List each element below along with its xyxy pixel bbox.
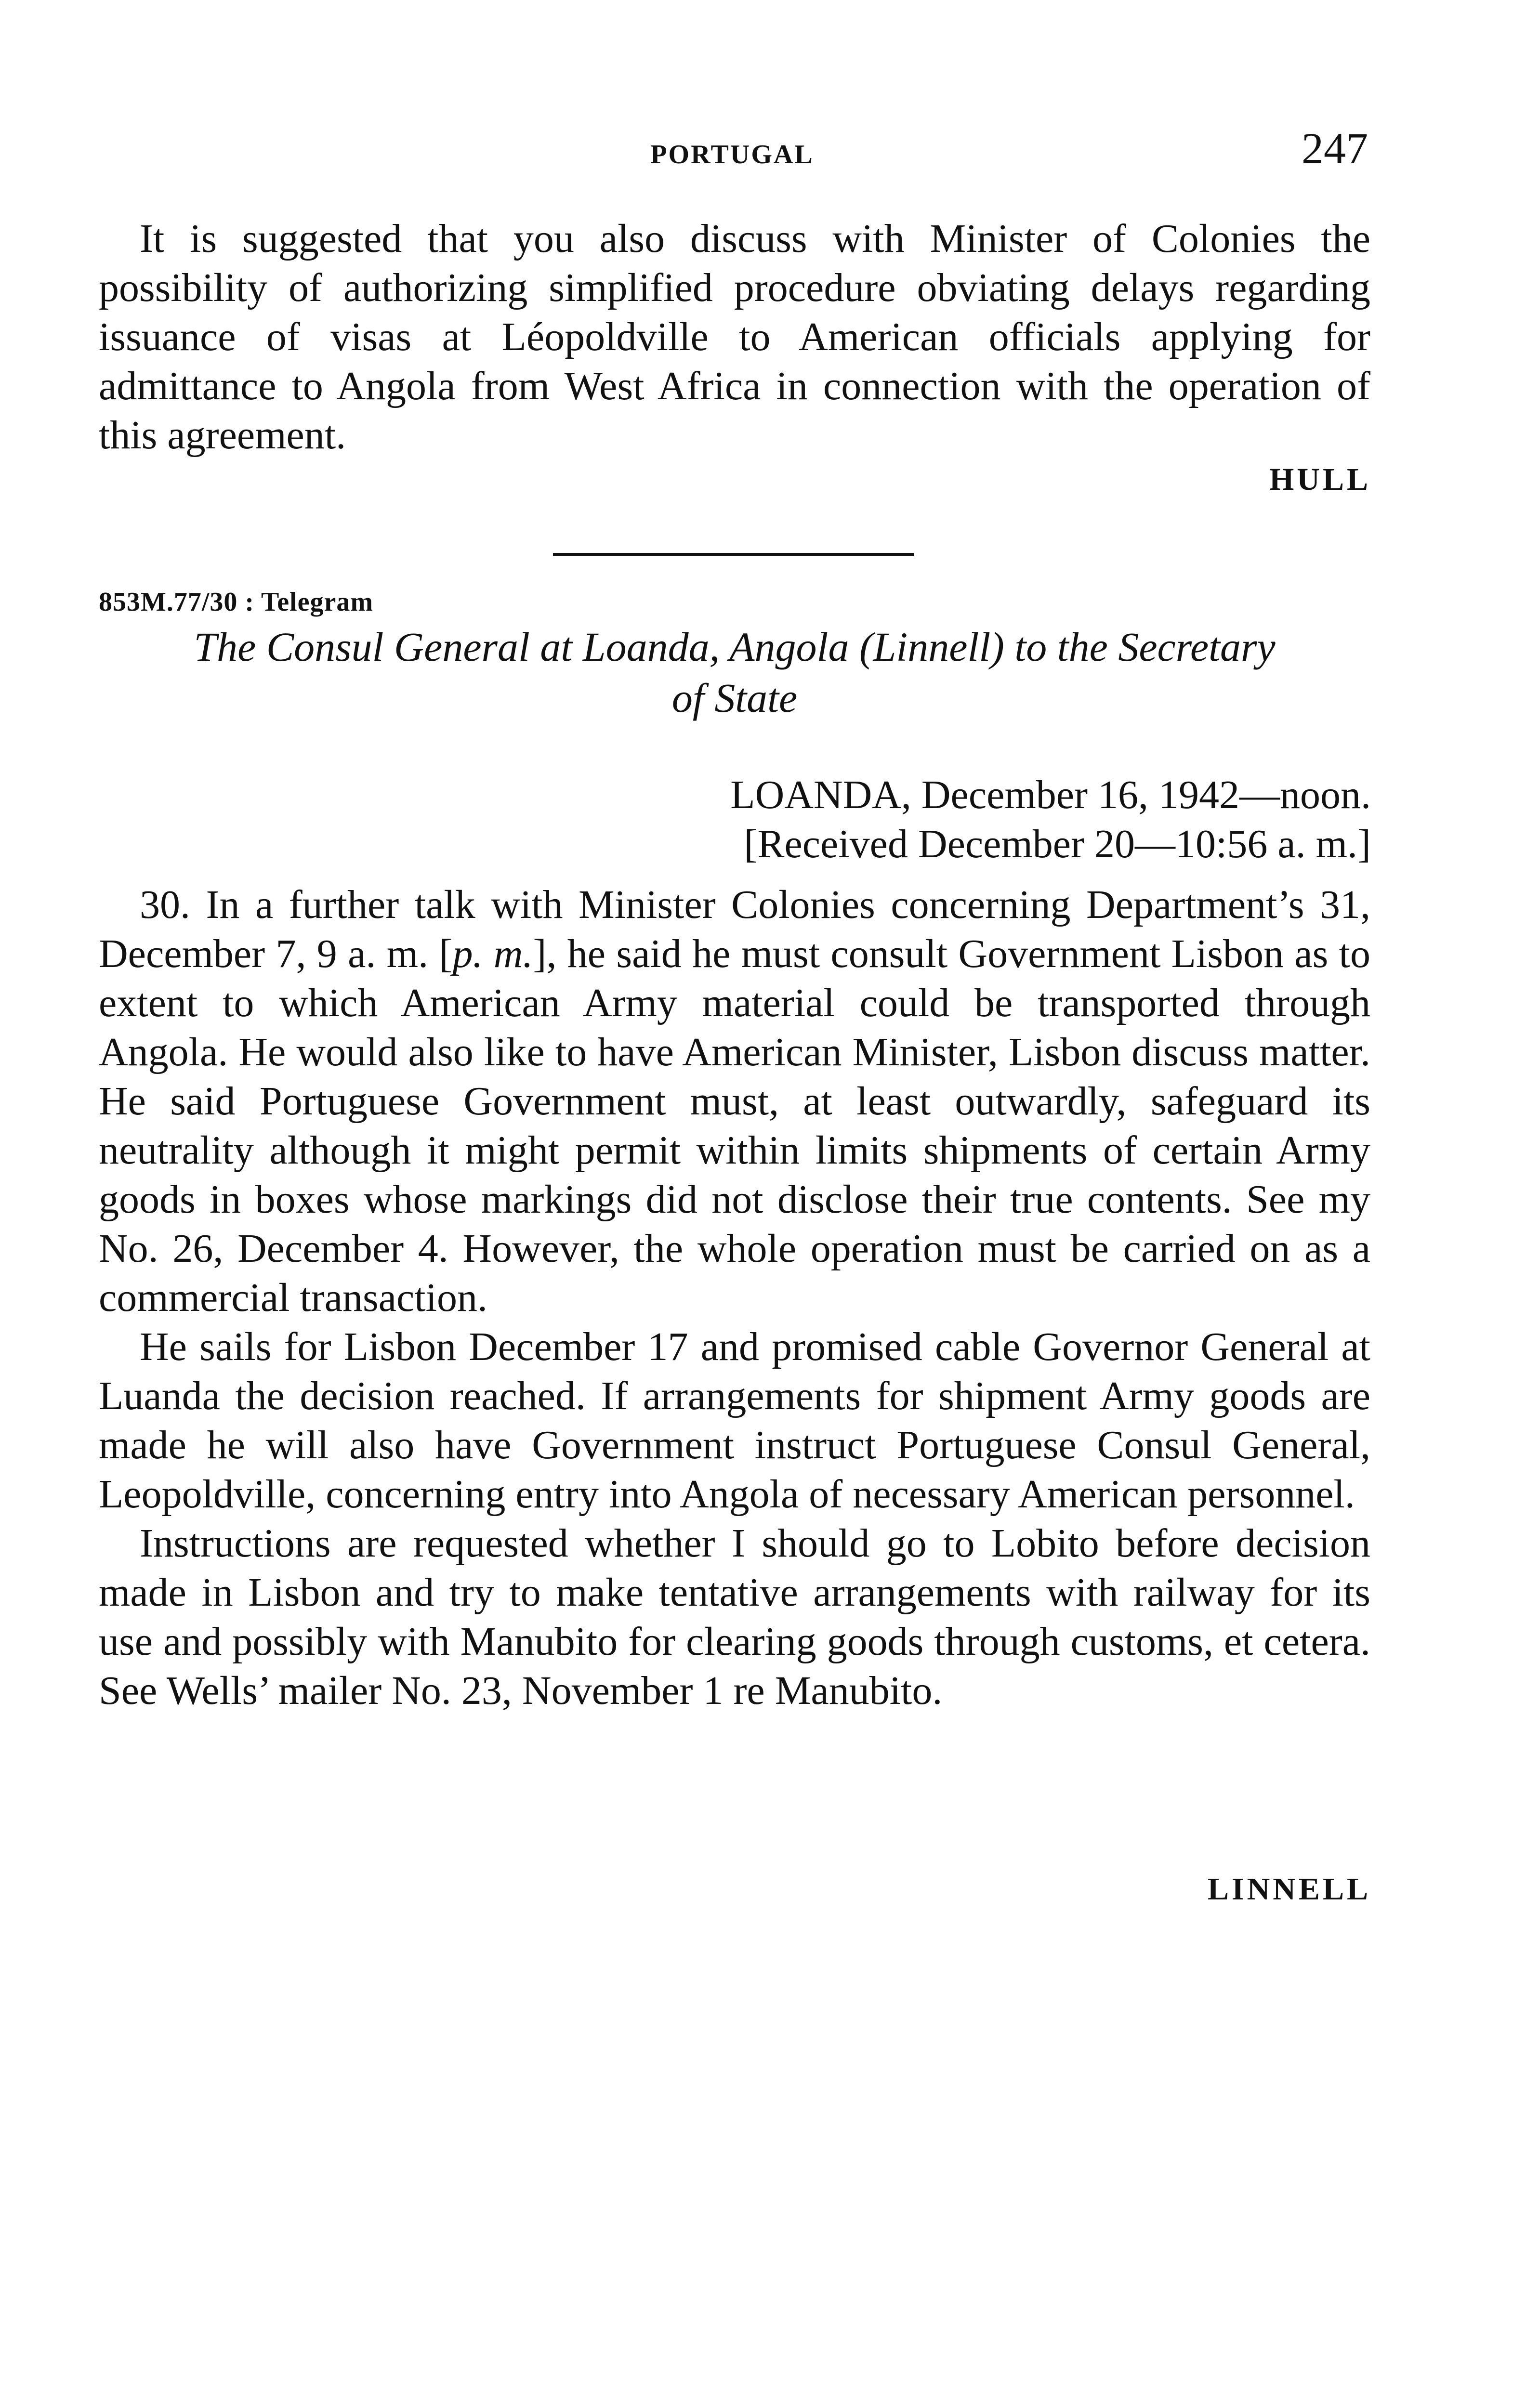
dateline-place: LOANDA,	[730, 772, 911, 817]
document-title-line2: of State	[671, 675, 798, 721]
dateline	[730, 771, 1371, 869]
telegram-paragraph-3: Instructions are requested whether I should go to Lobito before decision made in Lisbon and try to make tentative arrangements with railway for its use and possibly with Manubito for clearing goods through customs, et cetera. See Wells’ mailer No. 23, November 1 re Manubito.	[99, 1521, 1370, 1713]
telegram-body	[99, 880, 1370, 1715]
signature-linnell: LINNELL	[1207, 1871, 1371, 1907]
section-divider	[553, 553, 914, 556]
dateline-date: December 16, 1942—noon.	[921, 772, 1371, 817]
para1-before: 30. In a further talk with Minister Colonies concerning Department’s 31, December 7, 9 a. m. [	[99, 882, 1370, 976]
telegram-paragraph-2: He sails for Lisbon December 17 and promised cable Governor General at Luanda the decision reached. If arrangements for shipment Army goods are made he will also have Government instruct Portuguese Consul General, Leopoldville, concerning entry into Angola of necessary American personnel.	[99, 1324, 1370, 1517]
para1-after: ], he said he must consult Government Lisbon as to extent to which American Army material could be transported through Angola. He would also like to have American Minister, Lisbon discuss matter. He said Portuguese Government must, at least outwardly, safeguard its neutrality although it might permit within limits shipments of certain Army goods in boxes whose markings did not disclose their true contents. See my No. 26, December 4. However, the whole operation must be carried on as a commercial transaction.	[99, 931, 1370, 1320]
file-reference: 853M.77/30 : Telegram	[99, 587, 374, 617]
page-number: 247	[1302, 124, 1368, 173]
para1-italic: p. m.	[452, 931, 533, 976]
running-head: PORTUGAL	[650, 140, 814, 170]
telegram-paragraph-1	[99, 880, 1370, 1322]
signature-hull: HULL	[1269, 462, 1371, 497]
document-title	[99, 621, 1370, 723]
dateline-sent	[730, 771, 1371, 820]
continuation-paragraph: It is suggested that you also discuss with Minister of Colonies the possibility of authorizing simplified procedure obviating delays regarding issuance of visas at Léopoldville to American officials applying for admittance to Angola from West Africa in connection with the operation of this agreement.	[99, 216, 1370, 458]
page-header	[96, 123, 1368, 176]
dateline-received: [Received December 20—10:56 a. m.]	[744, 822, 1371, 866]
document-title-line1: The Consul General at Loanda, Angola (Linnell) to the Secretary	[194, 624, 1276, 670]
